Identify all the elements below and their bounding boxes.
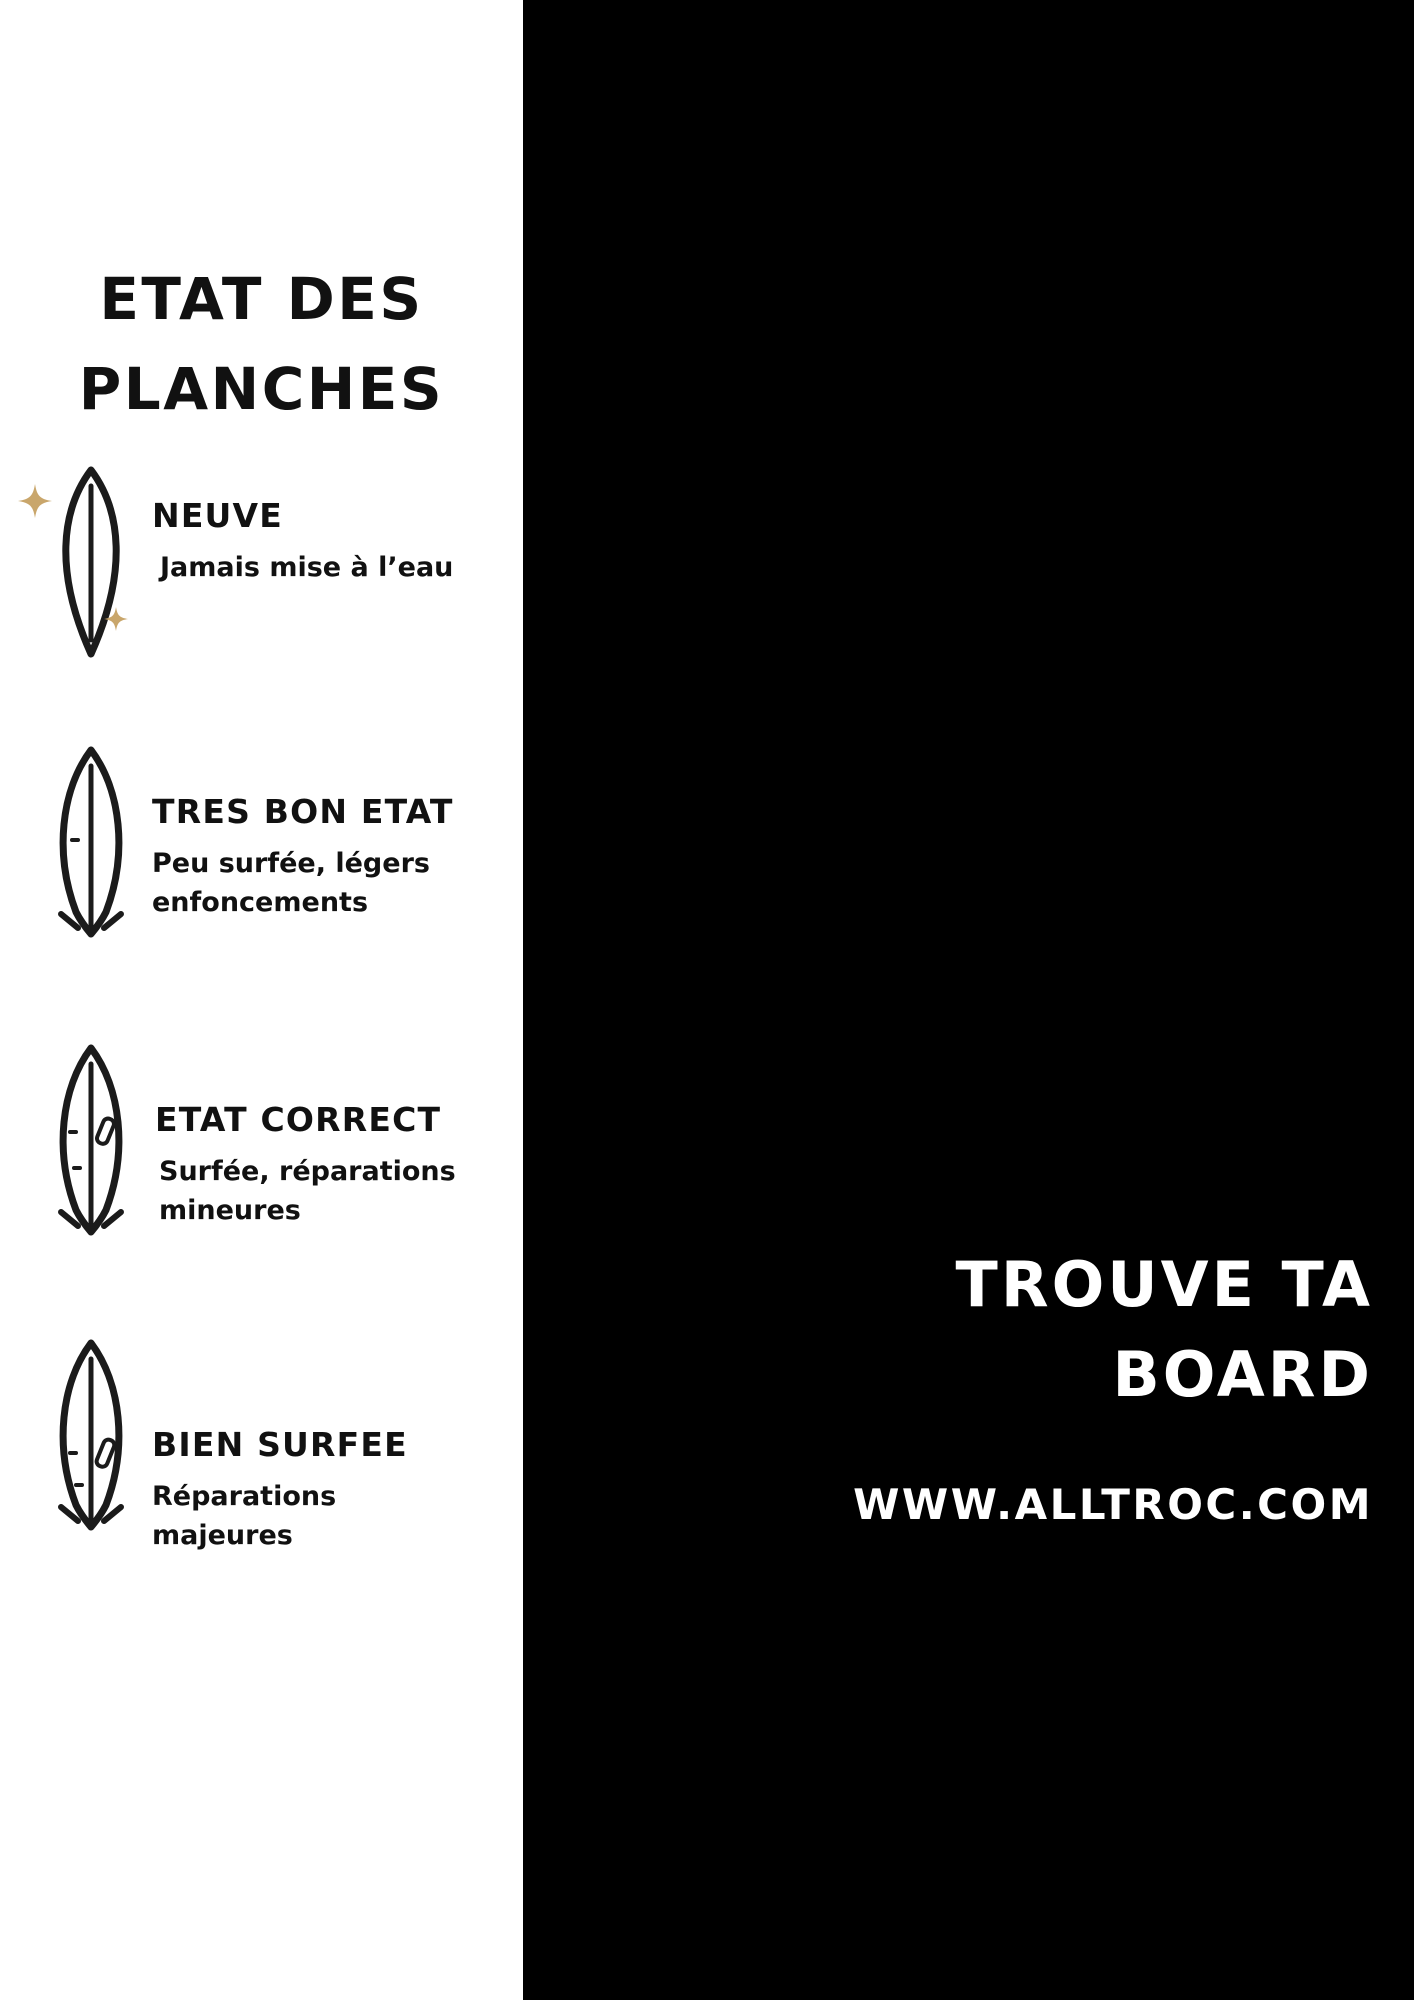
website-url[interactable]: WWW.ALLTROC.COM [853, 1480, 1373, 1529]
condition-row-etat-correct [0, 1040, 523, 1250]
surfboard-very-good-icon [36, 742, 146, 952]
cta-heading [563, 1240, 1373, 1420]
condition-label: BIEN SURFEE [152, 1425, 408, 1464]
condition-label: NEUVE [152, 496, 284, 535]
condition-label: TRES BON ETAT [152, 792, 454, 831]
page-title [0, 255, 523, 435]
surfboard-correct-svg [36, 1040, 146, 1240]
page-title-line-1: ETAT DES [99, 265, 424, 333]
condition-description: Surfée, réparations mineures [159, 1156, 456, 1227]
condition-text-neuve [152, 498, 522, 587]
surfboard-well-surfed-svg [36, 1335, 146, 1535]
condition-row-bien-surfee [0, 1335, 523, 1552]
condition-label: ETAT CORRECT [155, 1100, 442, 1139]
condition-row-neuve [0, 462, 523, 672]
page-title-line-2: PLANCHES [78, 354, 445, 423]
surfboard-pristine-icon [36, 462, 146, 672]
condition-text-tres-bon-etat [152, 794, 522, 923]
surfboard-very-good-svg [36, 742, 146, 942]
condition-description: Peu surfée, légers enfoncements [152, 848, 430, 919]
condition-text-bien-surfee [152, 1427, 522, 1556]
surfboard-correct-icon [36, 1040, 146, 1250]
cta-line-2: BOARD [1112, 1337, 1373, 1411]
right-black-panel [523, 0, 1414, 2000]
condition-description: Jamais mise à l’eau [160, 552, 454, 584]
condition-text-etat-correct [155, 1102, 525, 1231]
sparkle-icon [18, 484, 52, 523]
condition-description: Réparations majeures [152, 1481, 337, 1552]
surfboard-well-surfed-icon [36, 1335, 146, 1545]
surfboard-pristine-svg [36, 462, 146, 662]
cta-line-1: TROUVE TA [955, 1248, 1373, 1321]
condition-row-tres-bon-etat [0, 742, 523, 952]
sparkle-icon [104, 607, 128, 636]
